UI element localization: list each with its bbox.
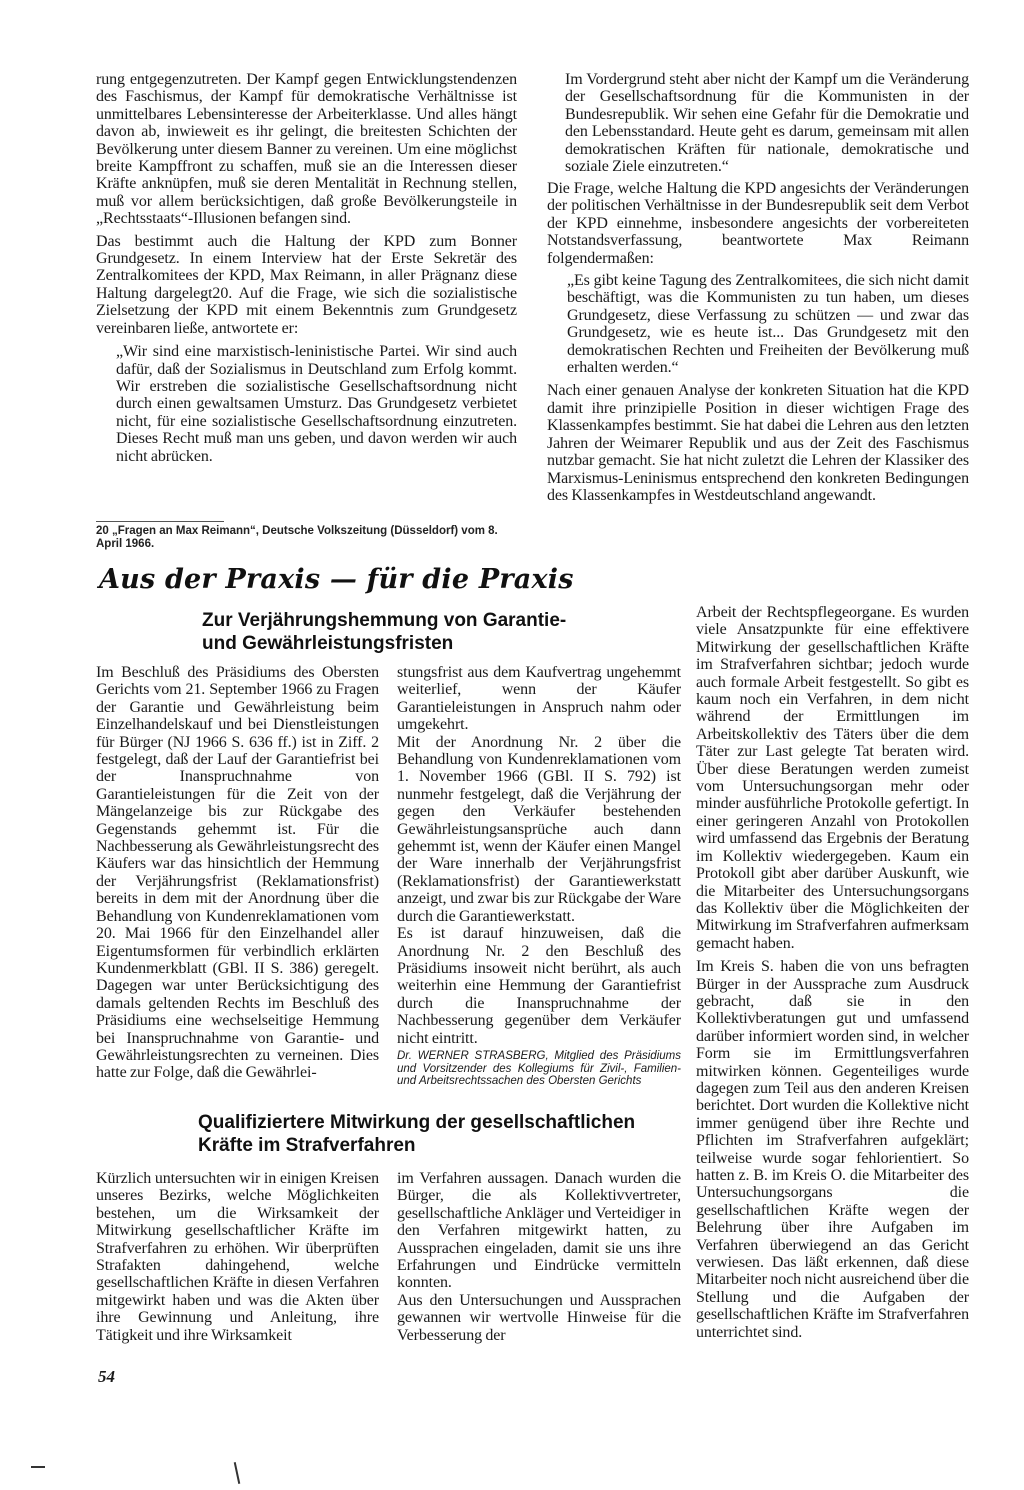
top-left-column <box>96 71 517 465</box>
paragraph: stungsfrist aus dem Kaufvertrag ungehemmt weiterlief, wenn der Käufer Garantieleistungen in Anspruch nahm oder umgekehrt. <box>397 664 681 734</box>
paragraph: Im Beschluß des Präsidiums des Obersten Gerichts vom 21. September 1966 zu Fragen der Garantie und Gewährleistung beim Einzelhandelskauf und bei Dienstleistungen für Bürger (NJ 1966 S. 636 ff.) ist in Ziff. 2 festgelegt, daß der Lauf der Garantiefrist bei der Inanspruchnahme von Garantieleistungen für die Zeit von der Mängelanzeige bis zur Rückgabe des Gegenstands gehemmt ist. Für die Nachbesserung als Gewährleistungsrecht des Käufers war das hinsichtlich der Hemmung der Verjährungsfrist (Reklamationsfrist) bereits in dem mit der Anordnung über die Behandlung von Kundenreklamationen vom 20. Mai 1966 für den Einzelhandel aller Eigentumsformen für verbindlich erklärten Kundenmerkblatt (GBl. II S. 386) geregelt. Dagegen war unter Berücksichtigung des damals geltenden Rechts im Beschluß des Präsidiums eine wechselseitige Hemmung bei Inanspruchnahme von Garantie- und Gewährleistungsrechten zu verneinen. Dies hatte zur Folge, daß die Gewährlei- <box>96 664 379 1082</box>
paragraph: Die Frage, welche Haltung die KPD angesichts der Veränderungen der politischen Verhältnisse in der Bundesrepublik seit dem Verbot der KPD einnehme, insbesondere angesichts der vorbereiteten Notstandsverfassung, beantwortete Max Reimann folgendermaßen: <box>547 180 969 267</box>
paragraph: rung entgegenzutreten. Der Kampf gegen Entwicklungstendenzen des Faschismus, der Kampf für demokratische Verhältnisse ist unmittelbares Lebensinteresse der Arbeiterklasse. Und alles hängt davon ab, inwieweit es ihr gelingt, die breitesten Schichten der Bevölkerung unter diesem Banner zu vereinen. Um eine möglichst breite Kampffront zu schaffen, muß sie an die Interessen dieser Kräfte anknüpfen, muß sie deren Mentalität in Rechnung stellen, muß vor allem berücksichtigen, daß große Bevölkerungsteile in „Rechtsstaats“-Illusionen befangen sind. <box>96 71 517 228</box>
page-number: 54 <box>98 1367 115 1386</box>
paragraph: Im Kreis S. haben die von uns befragten Bürger in der Aussprache zum Ausdruck gebracht, daß sie in den Kollektivberatungen gut und umfassend darüber informiert worden sind, in welcher Form sie im Ermittlungsverfahren mitwirken können. Gegenteiliges wurde dagegen zum Teil aus den anderen Kreisen berichtet. Dort wurden die Kollektive nicht immer genügend über ihre Rechte und Pflichten im Strafverfahren aufgeklärt; teilweise wurde sogar fehlorientiert. So hatten z. B. im Kreis O. die Mitarbeiter des Untersuchungsorgans die gesellschaftlichen Kräfte wegen der Belehrung über ihre Aufgaben im Verfahren überwiegend an das Gericht verwiesen. Das läßt erkennen, daß diese Mitarbeiter noch nicht ausreichend über die Stellung und die Aufgaben der gesellschaftlichen Kräfte im Strafverfahren unterrichtet sind. <box>696 958 969 1341</box>
footnote-text: 20 „Fragen an Max Reimann“, Deutsche Volkszeitung (Düsseldorf) vom 8. April 1966. <box>96 525 498 550</box>
section-title: Aus der Praxis — für die Praxis <box>99 564 574 595</box>
quote: Im Vordergrund steht aber nicht der Kampf um die Veränderung der Gesellschaftsordnung für die Kommunisten in der Bundesrepublik. Wir sehen eine Gefahr für die Demokratie und den Lebensstandard. Heute geht es darum, gemeinsam mit allen demokratischen Kräften für nationale, demokratische und soziale Ziele einzutreten.“ <box>565 71 969 176</box>
quote: „Wir sind eine marxistisch-leninistische Partei. Wir sind auch dafür, daß der Sozialismus in Deutschland zum Erfolg kommt. Wir erstreben die sozialistische Gesellschaftsordnung nicht durch einen gewaltsamen Umsturz. Das Grundgesetz verbietet nicht, für eine sozialistische Gesellschaftsordnung einzutreten. Dieses Recht muß man uns geben, und davon werden wir auch nicht abrücken. <box>116 343 517 465</box>
scan-mark <box>234 1462 241 1484</box>
article1-column2 <box>397 664 681 1088</box>
paragraph: im Verfahren aussagen. Danach wurden die Bürger, die als Kollektivvertreter, gesellschaftliche Ankläger und Verteidiger in den Verfahren mitgewirkt hatten, zu Aussprachen eingeladen, damit sie uns ihre Erfahrungen und Eindrücke vermitteln konnten. <box>397 1170 681 1292</box>
paragraph: Aus den Untersuchungen und Aussprachen gewannen wir wertvolle Hinweise für die Verbesserung der <box>397 1291 681 1344</box>
paragraph: Kürzlich untersuchten wir in einigen Kreisen unseres Bezirks, welche Möglichkeiten bestehen, um die Wirksamkeit der Mitwirkung gesellschaftlicher Kräfte im Strafverfahren zu erhöhen. Wir überprüften Strafakten dahingehend, welche gesellschaftlichen Kräfte in diesen Verfahren mitgewirkt haben und was die Akten über ihre Gewinnung und Anleitung, ihre Tätigkeit und ihre Wirksamkeit <box>96 1170 379 1344</box>
footnote <box>96 525 517 551</box>
article-heading: Zur Verjährungshemmung von Garantie- und Gewährleistungsfristen <box>202 610 567 654</box>
article-heading: Qualifiziertere Mitwirkung der gesellschaftlichen Kräfte im Strafverfahren <box>198 1112 636 1156</box>
article2-column1 <box>96 1170 379 1344</box>
paragraph: Mit der Anordnung Nr. 2 über die Behandlung von Kundenreklamationen vom 1. November 1966 (GBl. II S. 792) ist nunmehr festgelegt, daß die Verjährung der gegen den Verkäufer bestehenden Gewährleistungsansprüche auch dann gehemmt ist, wenn der Käufer einen Mangel der Ware innerhalb der Verjährungsfrist (Reklamationsfrist) der Garantiewerkstatt anzeigt, und zwar bis zur Rückgabe der Ware durch die Garantiewerkstatt. <box>397 733 681 925</box>
paragraph: Es ist darauf hinzuweisen, daß die Anordnung Nr. 2 den Beschluß des Präsidiums insoweit nicht berührt, als auch weiterhin eine Hemmung der Garantiefrist durch die Inanspruchnahme der Nachbesserung gegenüber dem Verkäufer nicht eintritt. <box>397 925 681 1047</box>
top-right-column-lower <box>547 180 969 504</box>
author-signature: Dr. WERNER STRASBERG, Mitglied des Präsidiums und Vorsitzender des Kollegiums für Zivil-, Familien- und Arbeitsrechtssachen des Obersten Gerichts <box>397 1049 681 1088</box>
quote: „Es gibt keine Tagung des Zentralkomitees, die sich nicht damit beschäftigt, was die Kommunisten zu tun haben, um dieses Grundgesetz, diese Verfassung zu schützen — und zwar das Grundgesetz, wie es heute ist... Das Grundgesetz mit den demokratischen Rechten und Freiheiten der Bevölkerung muß erhalten werden.“ <box>567 272 969 377</box>
article1-column1 <box>96 664 379 1082</box>
paragraph: Nach einer genauen Analyse der konkreten Situation hat die KPD damit ihre prinzipielle Position in dieser wichtigen Frage des Klassenkampfes bestimmt. Sie hat dabei die Lehren aus den letzten Jahren der Weimarer Republik und aus der Zeit des Faschismus nutzbar gemacht. Sie hat nicht zuletzt die Lehren der Klassiker des Marxismus-Leninismus entsprechend den konkreten Bedingungen des Klassenkampfes in Westdeutschland angewandt. <box>547 382 969 504</box>
paragraph: Das bestimmt auch die Haltung der KPD zum Bonner Grundgesetz. In einem Interview hat der Erste Sekretär des Zentralkomitees der KPD, Max Reimann, in aller Prägnanz diese Haltung dargelegt20. Auf die Frage, wie sich die sozialistische Zielsetzung der KPD mit einem Bekenntnis zum Grundgesetz vereinbaren ließe, antwortete er: <box>96 232 517 337</box>
article2-column3 <box>696 604 969 1341</box>
footnote-rule <box>96 521 224 522</box>
article2-column2 <box>397 1170 681 1344</box>
paragraph: Arbeit der Rechtspflegeorgane. Es wurden viele Ansatzpunkte für eine effektivere Mitwirkung der gesellschaftlichen Kräfte im Strafverfahren sichtbar; jedoch wurde auch formale Arbeit festgestellt. So gibt es kaum noch ein Verfahren, in dem nicht während der Ermittlungen im Arbeitskollektiv des Täters über die dem Täter zur Last gelegte Tat beraten wird. Über diese Beratungen werden zumeist vom Untersuchungsorgan mehr oder minder ausführliche Protokolle gefertigt. In einer geringeren Anzahl von Protokollen wird umfassend das Ergebnis der Beratung im Kollektiv wiedergegeben. Kaum ein Protokoll gibt aber darüber Auskunft, wie die Mitarbeiter des Untersuchungsorgans das Kollektiv über die Möglichkeiten der Mitwirkung im Strafverfahren aufmerksam gemacht haben. <box>696 604 969 952</box>
scan-mark <box>31 1466 45 1468</box>
top-right-column <box>565 71 969 175</box>
